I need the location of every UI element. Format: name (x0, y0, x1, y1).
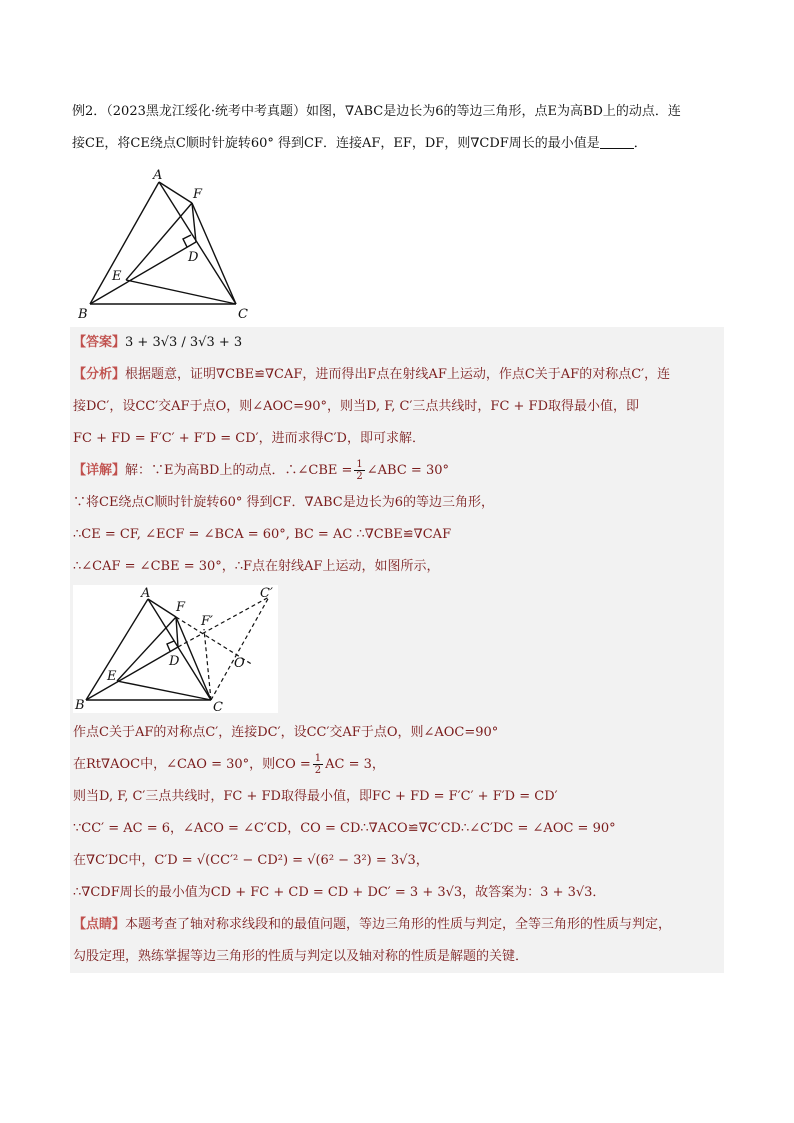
fraction-1-numerator: 1 (356, 459, 363, 470)
detail-row-1 (70, 455, 724, 487)
fig2-label-f-prime: F′ (201, 614, 213, 629)
answer-blank (600, 134, 634, 149)
fraction-1-denominator: 2 (356, 471, 363, 482)
detail-row-10: ∴∇CDF周长的最小值为CD + FC + CD = CD + DC′ = 3 + 3√3，故答案为：3 + 3√3． (73, 885, 606, 900)
analysis-tag: 【分析】 (73, 367, 126, 382)
comment-line-1: 本题考查了轴对称求线段和的最值问题，等边三角形的性质与判定，全等三角形的性质与判定， (125, 917, 672, 932)
detail-row-3: ∴CE = CF, ∠ECF = ∠BCA = 60°, BC = AC ∴∇CBE≌∇CAF (73, 527, 452, 542)
detail-row-7: 则当D, F, C′三点共线时，FC + FD取得最小值，即FC + FD = F′C′ + F′D = CD′ (73, 789, 558, 804)
comment-row-2: 勾股定理，熟练掌握等边三角形的性质与判定以及轴对称的性质是解题的关键． (73, 949, 529, 964)
fig1-edge-fc (192, 203, 236, 304)
fig1-label-c: C (238, 307, 248, 320)
answer-text: 3 + 3√3 / 3√3 + 3 (125, 335, 243, 350)
solution-block (70, 327, 724, 973)
figure-2-container (70, 583, 724, 717)
fig2-label-e: E (107, 669, 117, 684)
fig1-height-bd (90, 242, 196, 304)
question-line-2 (72, 128, 724, 160)
question-line-2-text: 接CE，将CE绕点C顺时针旋转60° 得到CF．连接AF，EF，DF，则∇CDF周长的最小值是 (72, 136, 600, 151)
fig1-edge-ab (90, 182, 159, 304)
fig2-label-f: F (176, 600, 186, 615)
answer-tag: 【答案】 (73, 335, 126, 350)
fig2-label-a: A (141, 586, 151, 601)
fraction-2-denominator: 2 (314, 765, 322, 776)
answer-row (70, 327, 724, 359)
fig1-edge-ec (126, 280, 236, 304)
comment-tag: 【点睛】 (73, 917, 126, 932)
fig1-edge-ef (126, 203, 192, 280)
fig1-label-e: E (112, 269, 122, 284)
question-block (72, 96, 724, 160)
fraction-half-1 (354, 459, 364, 482)
analysis-row-2: 接DC′，设CC′交AF于点O，则∠AOC=90°，则当D, F, C′三点共线时，FC + FD取得最小值，即 (73, 399, 640, 414)
detail-line-1-pre: 解：∵E为高BD上的动点．∴∠CBE = (125, 463, 353, 478)
fig2-edge-fc (176, 617, 211, 700)
fig2-label-d: D (169, 654, 180, 669)
fig2-edge-af (148, 599, 176, 617)
fig1-label-b: B (78, 307, 88, 320)
comment-row-1 (70, 909, 724, 941)
fig1-label-f: F (193, 187, 203, 202)
analysis-row-1 (70, 359, 724, 391)
fig2-label-c-prime: C′ (260, 586, 273, 601)
detail-line-6-post: AC = 3， (325, 757, 385, 772)
fig2-label-c: C (213, 700, 223, 713)
fraction-half-2 (313, 753, 323, 776)
figure-2 (73, 585, 278, 713)
fig2-line-dc-prime (178, 597, 269, 647)
detail-row-2: ∵将CE绕点C顺时针旋转60° 得到CF．∇ABC是边长为6的等边三角形， (73, 495, 495, 510)
fig1-label-d: D (188, 250, 199, 265)
detail-row-5: 作点C关于AF的对称点C′，连接DC′，设CC′交AF于点O，则∠AOC=90° (73, 725, 499, 740)
fig1-edge-af (159, 182, 192, 203)
figure-1 (78, 166, 278, 320)
fig2-label-o: O (234, 656, 245, 671)
fig2-label-b: B (75, 698, 85, 713)
analysis-line-1: 根据题意，证明∇CBE≌∇CAF，进而得出F点在射线AF上运动，作点C关于AF的对称点C′，连 (125, 367, 671, 382)
detail-line-1-post: ∠ABC = 30° (366, 463, 449, 478)
question-line-1: 例2．（2023黑龙江绥化·统考中考真题）如图，∇ABC是边长为6的等边三角形，点E为高BD上的动点．连 (72, 104, 681, 119)
detail-line-6-pre: 在Rt∇AOC中，∠CAO = 30°，则CO = (73, 757, 311, 772)
detail-row-8: ∵CC′ = AC = 6，∠ACO = ∠C′CD，CO = CD∴∇ACO≌∇C′CD∴∠C′DC = ∠AOC = 90° (73, 821, 616, 836)
detail-row-9: 在∇C′DC中，C′D = √(CC′² − CD²) = √(6² − 3²) = 3√3， (73, 853, 429, 868)
analysis-row-3: FC + FD = F′C′ + F′D = CD′，进而求得C′D，即可求解． (73, 431, 425, 446)
fig1-labels (78, 168, 248, 320)
fraction-2-numerator: 1 (314, 753, 322, 764)
detail-tag: 【详解】 (73, 463, 126, 478)
fig1-label-a: A (153, 168, 163, 183)
detail-row-6 (70, 749, 724, 781)
fig2-edge-ec (117, 681, 211, 700)
detail-row-4: ∴∠CAF = ∠CBE = 30°，∴F点在射线AF上运动，如图所示， (73, 559, 440, 574)
fig2-height-bd (86, 647, 178, 700)
fig2-edge-ef (117, 617, 176, 681)
question-line-2-end: ． (633, 136, 647, 151)
